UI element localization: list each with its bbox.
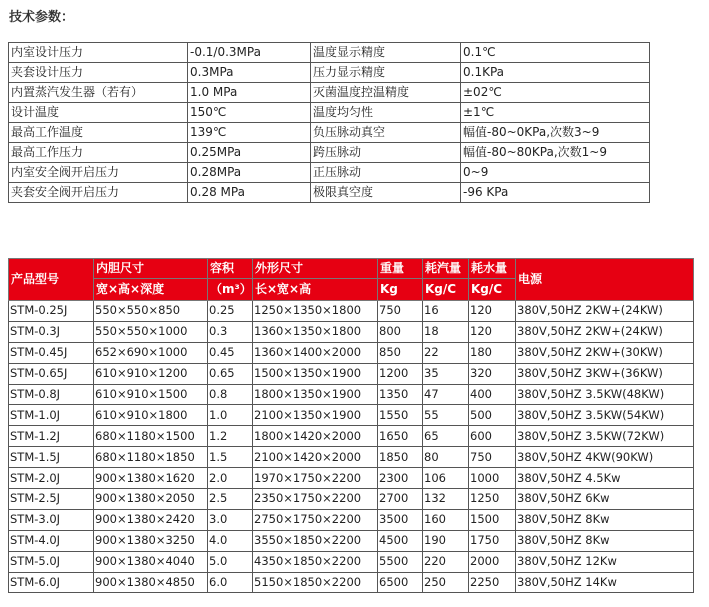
- param-value: 150℃: [188, 103, 311, 123]
- volume-cell: 5.0: [208, 551, 253, 572]
- model-cell: STM-0.8J: [9, 384, 94, 405]
- weight-cell: 1850: [378, 447, 423, 468]
- col-subheader-water: Kg/C: [469, 279, 516, 301]
- volume-cell: 3.0: [208, 509, 253, 530]
- water-cell: 1250: [469, 489, 516, 510]
- outer-size-cell: 4350×1850×2200: [253, 551, 378, 572]
- col-subheader-volume: （m³）: [208, 279, 253, 301]
- steam-cell: 22: [423, 342, 469, 363]
- water-cell: 400: [469, 384, 516, 405]
- model-cell: STM-4.0J: [9, 530, 94, 551]
- power-cell: 380V,50HZ 3KW+(36KW): [516, 363, 694, 384]
- weight-cell: 1350: [378, 384, 423, 405]
- table-row: [9, 363, 694, 384]
- volume-cell: 4.0: [208, 530, 253, 551]
- outer-size-cell: 2750×1750×2200: [253, 509, 378, 530]
- volume-cell: 0.25: [208, 301, 253, 322]
- param-value: 1.0 MPa: [188, 83, 311, 103]
- inner-size-cell: 900×1380×4850: [94, 572, 208, 593]
- steam-cell: 106: [423, 468, 469, 489]
- power-cell: 380V,50HZ 3.5KW(54KW): [516, 405, 694, 426]
- water-cell: 2250: [469, 572, 516, 593]
- table-row: [9, 572, 694, 593]
- weight-cell: 6500: [378, 572, 423, 593]
- power-cell: 380V,50HZ 2KW+(30KW): [516, 342, 694, 363]
- outer-size-cell: 1500×1350×1900: [253, 363, 378, 384]
- table-row: [9, 489, 694, 510]
- power-cell: 380V,50HZ 14Kw: [516, 572, 694, 593]
- param-value: -0.1/0.3MPa: [188, 43, 311, 63]
- inner-size-cell: 900×1380×2420: [94, 509, 208, 530]
- volume-cell: 0.45: [208, 342, 253, 363]
- param-name: 极限真空度: [311, 183, 461, 203]
- power-cell: 380V,50HZ 8Kw: [516, 509, 694, 530]
- power-cell: 380V,50HZ 6Kw: [516, 489, 694, 510]
- weight-cell: 1650: [378, 426, 423, 447]
- volume-cell: 2.0: [208, 468, 253, 489]
- col-header-water: 耗水量: [469, 259, 516, 279]
- model-cell: STM-0.25J: [9, 301, 94, 322]
- model-cell: STM-3.0J: [9, 509, 94, 530]
- table-row: [9, 530, 694, 551]
- inner-size-cell: 900×1380×2050: [94, 489, 208, 510]
- water-cell: 180: [469, 342, 516, 363]
- volume-cell: 1.2: [208, 426, 253, 447]
- param-value: 139℃: [188, 123, 311, 143]
- product-models-table: [8, 258, 694, 593]
- steam-cell: 35: [423, 363, 469, 384]
- water-cell: 320: [469, 363, 516, 384]
- param-name: 跨压脉动: [311, 143, 461, 163]
- param-name: 压力显示精度: [311, 63, 461, 83]
- technical-parameters-table: [8, 42, 650, 203]
- steam-cell: 47: [423, 384, 469, 405]
- volume-cell: 0.3: [208, 321, 253, 342]
- inner-size-cell: 680×1180×1500: [94, 426, 208, 447]
- col-subheader-steam: Kg/C: [423, 279, 469, 301]
- steam-cell: 190: [423, 530, 469, 551]
- water-cell: 2000: [469, 551, 516, 572]
- power-cell: 380V,50HZ 2KW+(24KW): [516, 321, 694, 342]
- param-name: 夹套设计压力: [9, 63, 188, 83]
- table-row: [9, 405, 694, 426]
- table-row: [9, 426, 694, 447]
- outer-size-cell: 2100×1420×2000: [253, 447, 378, 468]
- volume-cell: 0.8: [208, 384, 253, 405]
- col-header-power: 电源: [516, 259, 694, 301]
- volume-cell: 2.5: [208, 489, 253, 510]
- table-row: [9, 123, 650, 143]
- outer-size-cell: 3550×1850×2200: [253, 530, 378, 551]
- outer-size-cell: 5150×1850×2200: [253, 572, 378, 593]
- param-name: 最高工作压力: [9, 143, 188, 163]
- outer-size-cell: 2350×1750×2200: [253, 489, 378, 510]
- inner-size-cell: 550×550×850: [94, 301, 208, 322]
- power-cell: 380V,50HZ 3.5KW(72KW): [516, 426, 694, 447]
- steam-cell: 160: [423, 509, 469, 530]
- table-row: [9, 143, 650, 163]
- outer-size-cell: 1360×1350×1800: [253, 321, 378, 342]
- param-value: 幅值-80~80KPa,次数1~9: [461, 143, 650, 163]
- param-value: 0.25MPa: [188, 143, 311, 163]
- param-value: 0.1KPa: [461, 63, 650, 83]
- weight-cell: 1550: [378, 405, 423, 426]
- param-name: 温度均匀性: [311, 103, 461, 123]
- param-value: ±1℃: [461, 103, 650, 123]
- param-value: ±02℃: [461, 83, 650, 103]
- weight-cell: 800: [378, 321, 423, 342]
- water-cell: 1000: [469, 468, 516, 489]
- model-cell: STM-1.0J: [9, 405, 94, 426]
- table-row: [9, 163, 650, 183]
- col-subheader-inner-size: 宽×高×深度: [94, 279, 208, 301]
- model-cell: STM-2.5J: [9, 489, 94, 510]
- param-value: 0.3MPa: [188, 63, 311, 83]
- steam-cell: 220: [423, 551, 469, 572]
- power-cell: 380V,50HZ 12Kw: [516, 551, 694, 572]
- weight-cell: 3500: [378, 509, 423, 530]
- param-name: 温度显示精度: [311, 43, 461, 63]
- power-cell: 380V,50HZ 2KW+(24KW): [516, 301, 694, 322]
- outer-size-cell: 1800×1420×2000: [253, 426, 378, 447]
- power-cell: 380V,50HZ 4KW(90KW): [516, 447, 694, 468]
- outer-size-cell: 1250×1350×1800: [253, 301, 378, 322]
- steam-cell: 250: [423, 572, 469, 593]
- weight-cell: 5500: [378, 551, 423, 572]
- weight-cell: 2700: [378, 489, 423, 510]
- inner-size-cell: 900×1380×4040: [94, 551, 208, 572]
- col-header-volume: 容积: [208, 259, 253, 279]
- weight-cell: 1200: [378, 363, 423, 384]
- table-row: [9, 103, 650, 123]
- water-cell: 120: [469, 321, 516, 342]
- model-cell: STM-6.0J: [9, 572, 94, 593]
- outer-size-cell: 2100×1350×1900: [253, 405, 378, 426]
- col-subheader-outer-size: 长×宽×高: [253, 279, 378, 301]
- param-name: 最高工作温度: [9, 123, 188, 143]
- steam-cell: 65: [423, 426, 469, 447]
- water-cell: 750: [469, 447, 516, 468]
- col-header-weight: 重量: [378, 259, 423, 279]
- table-row: [9, 468, 694, 489]
- param-name: 负压脉动真空: [311, 123, 461, 143]
- table-row: [9, 551, 694, 572]
- volume-cell: 0.65: [208, 363, 253, 384]
- weight-cell: 850: [378, 342, 423, 363]
- inner-size-cell: 610×910×1800: [94, 405, 208, 426]
- table-row: [9, 509, 694, 530]
- inner-size-cell: 900×1380×1620: [94, 468, 208, 489]
- param-value: 0~9: [461, 163, 650, 183]
- col-subheader-weight: Kg: [378, 279, 423, 301]
- weight-cell: 750: [378, 301, 423, 322]
- inner-size-cell: 652×690×1000: [94, 342, 208, 363]
- param-value: -96 KPa: [461, 183, 650, 203]
- table-row: [9, 384, 694, 405]
- water-cell: 1500: [469, 509, 516, 530]
- model-cell: STM-5.0J: [9, 551, 94, 572]
- steam-cell: 16: [423, 301, 469, 322]
- col-header-inner-size: 内胆尺寸: [94, 259, 208, 279]
- col-header-model: 产品型号: [9, 259, 94, 301]
- volume-cell: 6.0: [208, 572, 253, 593]
- outer-size-cell: 1360×1400×2000: [253, 342, 378, 363]
- col-header-outer-size: 外形尺寸: [253, 259, 378, 279]
- outer-size-cell: 1800×1350×1900: [253, 384, 378, 405]
- model-cell: STM-1.2J: [9, 426, 94, 447]
- param-value: 幅值-80~0KPa,次数3~9: [461, 123, 650, 143]
- steam-cell: 132: [423, 489, 469, 510]
- water-cell: 1750: [469, 530, 516, 551]
- power-cell: 380V,50HZ 3.5KW(48KW): [516, 384, 694, 405]
- inner-size-cell: 550×550×1000: [94, 321, 208, 342]
- inner-size-cell: 610×910×1200: [94, 363, 208, 384]
- table-row: [9, 321, 694, 342]
- power-cell: 380V,50HZ 8Kw: [516, 530, 694, 551]
- model-cell: STM-0.65J: [9, 363, 94, 384]
- steam-cell: 55: [423, 405, 469, 426]
- weight-cell: 4500: [378, 530, 423, 551]
- param-name: 正压脉动: [311, 163, 461, 183]
- weight-cell: 2300: [378, 468, 423, 489]
- table-row: [9, 83, 650, 103]
- inner-size-cell: 610×910×1500: [94, 384, 208, 405]
- inner-size-cell: 900×1380×3250: [94, 530, 208, 551]
- outer-size-cell: 1970×1750×2200: [253, 468, 378, 489]
- param-value: 0.1℃: [461, 43, 650, 63]
- col-header-steam: 耗汽量: [423, 259, 469, 279]
- param-name: 内室安全阀开启压力: [9, 163, 188, 183]
- steam-cell: 18: [423, 321, 469, 342]
- param-value: 0.28MPa: [188, 163, 311, 183]
- model-cell: STM-0.45J: [9, 342, 94, 363]
- param-value: 0.28 MPa: [188, 183, 311, 203]
- section-heading: 技术参数：: [9, 10, 75, 25]
- table-row: [9, 63, 650, 83]
- model-cell: STM-0.3J: [9, 321, 94, 342]
- param-name: 内室设计压力: [9, 43, 188, 63]
- table-row: [9, 183, 650, 203]
- water-cell: 600: [469, 426, 516, 447]
- param-name: 灭菌温度控温精度: [311, 83, 461, 103]
- model-cell: STM-1.5J: [9, 447, 94, 468]
- param-name: 设计温度: [9, 103, 188, 123]
- table-row: [9, 447, 694, 468]
- inner-size-cell: 680×1180×1850: [94, 447, 208, 468]
- table-row: [9, 301, 694, 322]
- steam-cell: 80: [423, 447, 469, 468]
- water-cell: 500: [469, 405, 516, 426]
- model-cell: STM-2.0J: [9, 468, 94, 489]
- table-row: [9, 43, 650, 63]
- volume-cell: 1.5: [208, 447, 253, 468]
- param-name: 夹套安全阀开启压力: [9, 183, 188, 203]
- table-row: [9, 342, 694, 363]
- volume-cell: 1.0: [208, 405, 253, 426]
- water-cell: 120: [469, 301, 516, 322]
- param-name: 内置蒸汽发生器（若有）: [9, 83, 188, 103]
- power-cell: 380V,50HZ 4.5Kw: [516, 468, 694, 489]
